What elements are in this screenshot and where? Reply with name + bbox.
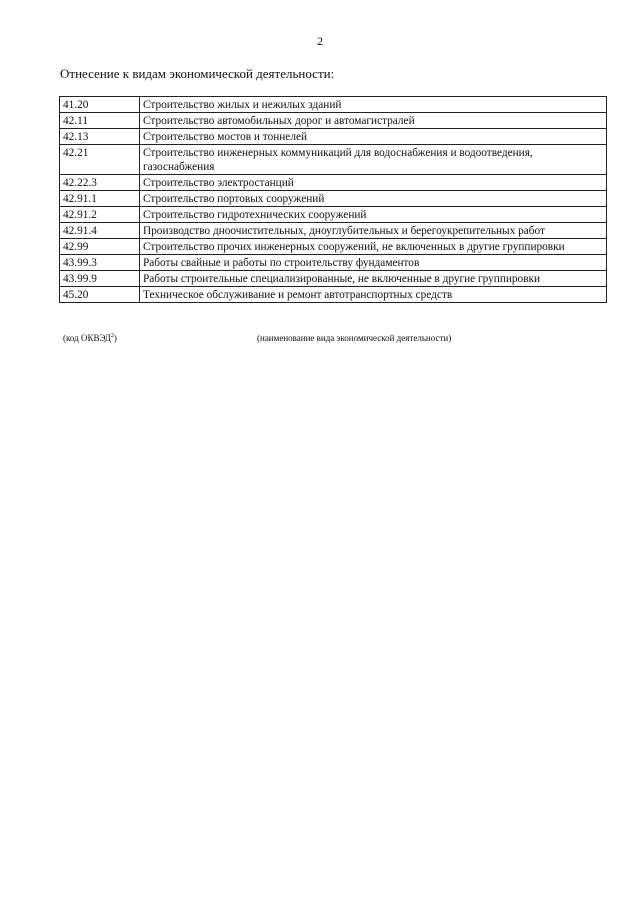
activity-name: Строительство мостов и тоннелей [140, 129, 607, 145]
okved-code: 43.99.9 [60, 271, 140, 287]
okved-code: 42.21 [60, 145, 140, 175]
activity-name: Строительство жилых и нежилых зданий [140, 97, 607, 113]
page-number: 2 [317, 34, 323, 48]
activity-name: Работы строительные специализированные, не включенные в другие группировки [140, 271, 607, 287]
table-row [60, 271, 607, 287]
okved-code: 45.20 [60, 287, 140, 303]
okved-code: 42.11 [60, 113, 140, 129]
activity-name: Строительство прочих инженерных сооружений, не включенных в другие группировки [140, 239, 607, 255]
table-row [60, 145, 607, 175]
okved-code: 42.91.4 [60, 223, 140, 239]
activity-name: Строительство электростанций [140, 175, 607, 191]
okved-code: 42.22.3 [60, 175, 140, 191]
okved-code: 41.20 [60, 97, 140, 113]
okved-code: 42.99 [60, 239, 140, 255]
okved-code: 42.91.1 [60, 191, 140, 207]
table-row [60, 239, 607, 255]
code-column-caption [63, 333, 117, 343]
footnote-marker: 2 [110, 333, 114, 339]
table-row [60, 287, 607, 303]
activity-name: Строительство гидротехнических сооружений [140, 207, 607, 223]
okved-code: 43.99.3 [60, 255, 140, 271]
code-caption-close: ) [113, 333, 117, 343]
name-column-caption: (наименование вида экономической деятельности) [257, 333, 452, 343]
okved-code: 42.13 [60, 129, 140, 145]
okved-code: 42.91.2 [60, 207, 140, 223]
activity-name: Строительство инженерных коммуникаций для водоснабжения и водоотведения, газоснабжения [140, 145, 607, 175]
table-row [60, 255, 607, 271]
code-caption-text: (код ОКВЭД [63, 333, 111, 343]
activity-name: Строительство автомобильных дорог и автомагистралей [140, 113, 607, 129]
table-row [60, 223, 607, 239]
table-row [60, 113, 607, 129]
activity-name: Техническое обслуживание и ремонт автотранспортных средств [140, 287, 607, 303]
table-row [60, 129, 607, 145]
table-row [60, 175, 607, 191]
activity-name: Строительство портовых сооружений [140, 191, 607, 207]
okved-table [59, 96, 607, 303]
table-row [60, 97, 607, 113]
table-row [60, 207, 607, 223]
table-row [60, 191, 607, 207]
section-heading: Отнесение к видам экономической деятельности: [60, 66, 335, 81]
activity-name: Работы свайные и работы по строительству фундаментов [140, 255, 607, 271]
activity-name: Производство дноочистительных, дноуглубительных и берегоукрепительных работ [140, 223, 607, 239]
